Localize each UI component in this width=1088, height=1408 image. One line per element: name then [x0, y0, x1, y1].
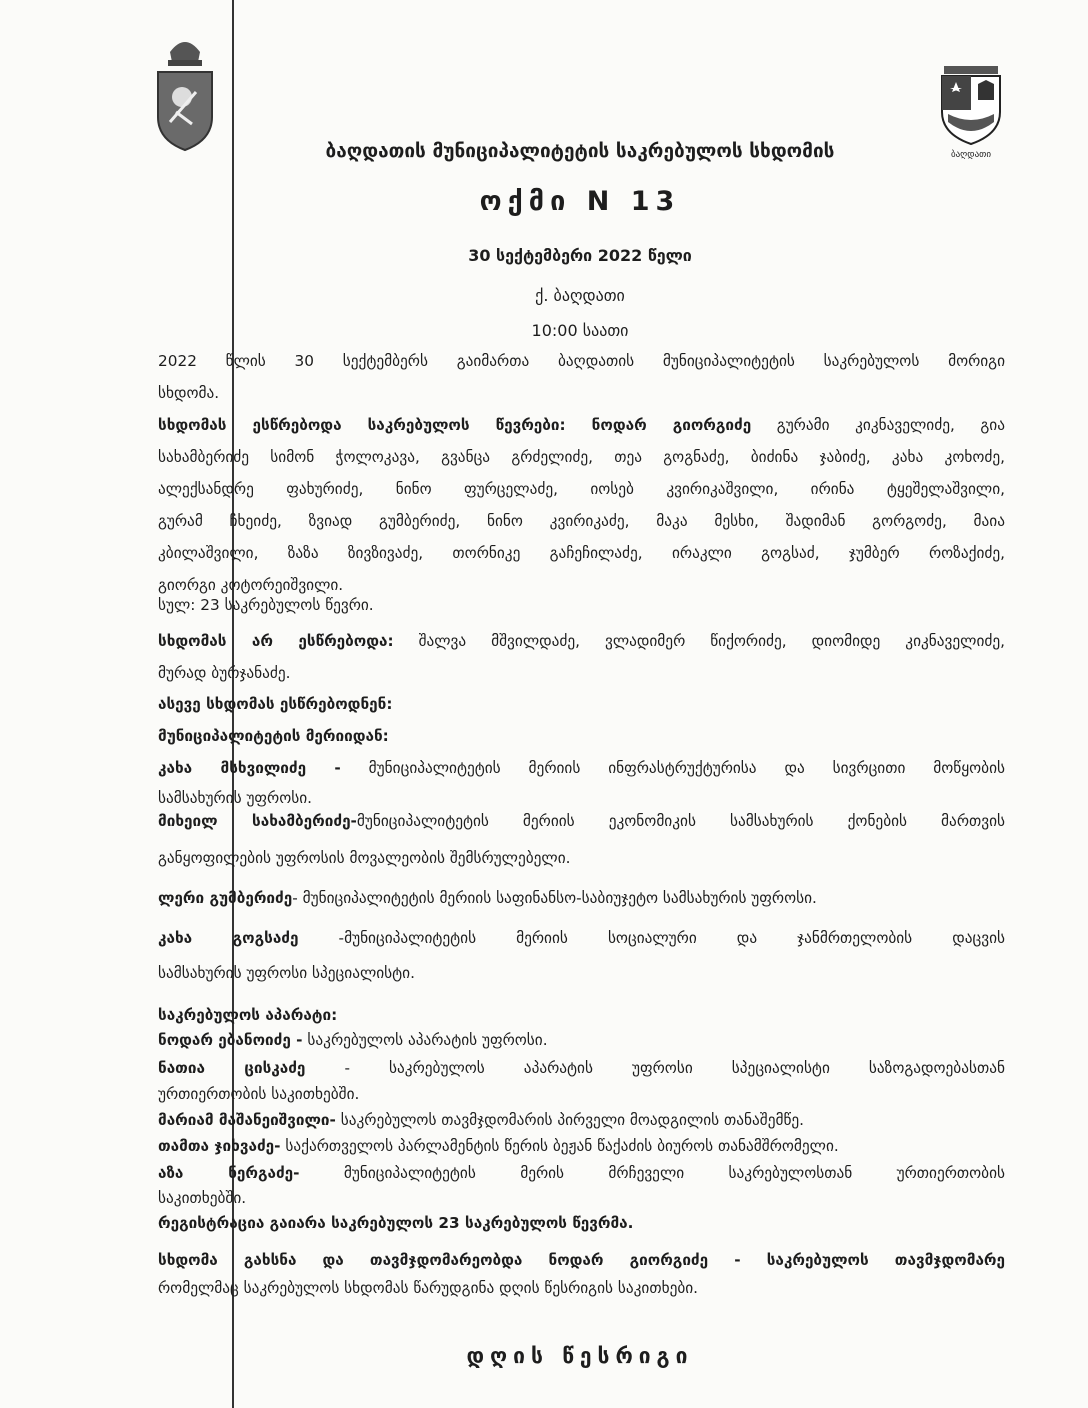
- bold-label: საკრებულოს აპარატი:: [158, 1006, 338, 1024]
- bold-label: ნათია ცისკაძე: [158, 1059, 306, 1077]
- paragraph-line: [158, 727, 1005, 759]
- bold-label: რეგისტრაცია გაიარა საკრებულოს 23 საკრებულოს წევრმა.: [158, 1214, 634, 1232]
- line-text: სულ: 23 საკრებულოს წევრი.: [158, 596, 374, 614]
- protocol-paragraph: [158, 695, 1005, 727]
- paragraph-line: [158, 384, 1005, 416]
- protocol-paragraph: [158, 1031, 1005, 1057]
- paragraph-line: [158, 812, 1005, 849]
- protocol-paragraph: [158, 727, 1005, 759]
- paragraph-line: [158, 889, 1005, 921]
- bold-label: სხდომას არ ესწრებოდა:: [158, 632, 394, 650]
- line-text: განყოფილების უფროსის მოვალეობის შემსრულებელი.: [158, 849, 571, 867]
- paragraph-line: [158, 596, 1005, 628]
- line-text: საქართველოს პარლამენტის წერის ბეჟან წაქაძის ბიუროს თანამშრომელი.: [280, 1137, 839, 1155]
- protocol-paragraph: [158, 889, 1005, 921]
- protocol-paragraph: [158, 1111, 1005, 1137]
- protocol-paragraph: [158, 352, 1005, 416]
- paragraph-line: [158, 480, 1005, 512]
- protocol-paragraph: [158, 632, 1005, 696]
- protocol-title: ოქმი N 13: [479, 186, 681, 217]
- protocol-paragraph: [158, 1137, 1005, 1163]
- line-text: შალვა მშვილდაძე, ვლადიმერ წიქორიძე, დიომიდე კიკნაველიძე,: [393, 632, 1005, 650]
- protocol-paragraph: [158, 1251, 1005, 1307]
- line-text: მუნიციპალიტეტის მერიის ინფრასტრუქტურისა და სივრცითი მოწყობის: [340, 759, 1005, 777]
- paragraph-line: [158, 1137, 1005, 1163]
- protocol-paragraph: [158, 759, 1005, 819]
- paragraph-line: [158, 695, 1005, 727]
- paragraph-line: [158, 352, 1005, 384]
- line-text: ალექსანდრე ფახურიძე, ნინო ფურცელაძე, იოსებ კვირიკაშვილი, ირინა ტყეშელაშვილი,: [158, 480, 1005, 498]
- line-text: მუნიციპალიტეტის მერის მრჩეველი საკრებულოსთან ურთიერთობის: [299, 1164, 1005, 1182]
- protocol-paragraph: [158, 1164, 1005, 1214]
- line-text: რომელმაც საკრებულოს სხდომას წარუდგინა დღის წესრიგის საკითხები.: [158, 1279, 699, 1297]
- bold-label: სხდომას ესწრებოდა საკრებულოს წევრები: ნოდარ გიორგიძე: [158, 416, 752, 434]
- paragraph-line: [158, 1085, 1005, 1111]
- paragraph-line: [158, 448, 1005, 480]
- line-text: საკითხებში.: [158, 1189, 247, 1207]
- agenda-title: დღის წესრიგი: [466, 1344, 694, 1368]
- line-text: 2022 წლის 30 სექტემბერს გაიმართა ბაღდათის მუნიციპალიტეტის საკრებულოს მორიგი: [158, 352, 1005, 370]
- protocol-paragraph: [158, 1214, 1005, 1240]
- paragraph-line: [158, 1189, 1005, 1214]
- bold-label: ნოდარ ებანოიძე -: [158, 1031, 303, 1049]
- paragraph-line: [158, 759, 1005, 789]
- paragraph-line: [158, 1279, 1005, 1307]
- paragraph-line: [158, 632, 1005, 664]
- paragraph-line: [158, 1164, 1005, 1189]
- council-title: ბაღდათის მუნიციპალიტეტის საკრებულოს სხდომის: [325, 140, 835, 162]
- paragraph-line: [158, 1031, 1005, 1057]
- bold-label: კახა გოგსაძე: [158, 929, 299, 947]
- bold-label: სხდომა გახსნა და თავმჯდომარეობდა ნოდარ გიორგიძე - საკრებულოს თავმჯდომარე: [158, 1251, 1005, 1269]
- meeting-city: ქ. ბაღდათი: [535, 286, 625, 305]
- line-text: მურად ბურჯანაძე.: [158, 664, 291, 682]
- paragraph-line: [158, 664, 1005, 696]
- bold-label: თამთა ჯიხვაძე-: [158, 1137, 281, 1155]
- line-text: სახამბერიძე სიმონ ჭოლოკავა, გვანცა გრძელიძე, თეა გოგნაძე, ბიძინა ჯაბიძე, კახა კოხოძე,: [158, 448, 1005, 466]
- paragraph-line: [158, 929, 1005, 964]
- meeting-time: 10:00 საათი: [531, 321, 629, 340]
- protocol-paragraph: [158, 596, 1005, 628]
- protocol-paragraph: [158, 1006, 1005, 1032]
- protocol-paragraph: [158, 1059, 1005, 1111]
- paragraph-line: [158, 1006, 1005, 1032]
- line-text: საკრებულოს თავმჯდომარის პირველი მოადგილის თანაშემწე.: [335, 1111, 805, 1129]
- bold-label: მარიამ მაშანეიშვილი-: [158, 1111, 336, 1129]
- line-text: - საკრებულოს აპარატის უფროსი სპეციალისტი საზოგადოებასთან: [305, 1059, 1005, 1077]
- meeting-date: 30 სექტემბერი 2022 წელი: [468, 246, 692, 265]
- bold-label: ასევე სხდომას ესწრებოდნენ:: [158, 695, 393, 713]
- georgia-coat-of-arms-emblem: [152, 32, 218, 152]
- emblem-caption: ბაღდათი: [950, 150, 992, 160]
- bold-label: მიხეილ სახამბერიძე-: [158, 812, 357, 830]
- line-text: საკრებულოს აპარატის უფროსი.: [302, 1031, 548, 1049]
- bold-label: კახა მსხვილიძე -: [158, 759, 341, 777]
- paragraph-line: [158, 964, 1005, 999]
- line-text: ურთიერთობის საკითხებში.: [158, 1085, 360, 1103]
- line-text: კბილაშვილი, ზაზა ზივზივაძე, თორნიკე გაჩეჩილაძე, ირაკლი გოგსაძ, ჯუმბერ როზაქიძე,: [158, 544, 1005, 562]
- paragraph-line: [158, 416, 1005, 448]
- line-text: გურამი კიკნაველიძე, გია: [751, 416, 1005, 434]
- line-text: სხდომა.: [158, 384, 220, 402]
- line-text: სამსახურის უფროსი სპეციალისტი.: [158, 964, 415, 982]
- line-text: გიორგი კოტორეიშვილი.: [158, 576, 344, 594]
- paragraph-line: [158, 1214, 1005, 1240]
- line-text: გურამ ჩხეიძე, ზვიად გუმბერიძე, ნინო კვირიკაძე, მაკა მესხი, შადიმან გორგოძე, მაია: [158, 512, 1005, 530]
- line-text: -მუნიციპალიტეტის მერიის სოციალური და ჯანმრთელობის დაცვის: [298, 929, 1005, 947]
- protocol-paragraph: [158, 929, 1005, 999]
- paragraph-line: [158, 1111, 1005, 1137]
- paragraph-line: [158, 1059, 1005, 1085]
- paragraph-line: [158, 1251, 1005, 1279]
- bold-label: მუნიციპალიტეტის მერიიდან:: [158, 727, 389, 745]
- paragraph-line: [158, 849, 1005, 886]
- bold-label: აზა ნერგაძე-: [158, 1164, 300, 1182]
- paragraph-line: [158, 512, 1005, 544]
- paragraph-line: [158, 544, 1005, 576]
- line-text: - მუნიციპალიტეტის მერიის საფინანსო-საბიუჯეტო სამსახურის უფროსი.: [292, 889, 817, 907]
- line-text: სამსახურის უფროსი.: [158, 789, 313, 807]
- protocol-paragraph: [158, 812, 1005, 886]
- bold-label: ლერი გუმბერიძე: [158, 889, 293, 907]
- line-text: მუნიციპალიტეტის მერიის ეკონომიკის სამსახურის ქონების მართვის: [356, 812, 1005, 830]
- protocol-paragraph: [158, 416, 1005, 608]
